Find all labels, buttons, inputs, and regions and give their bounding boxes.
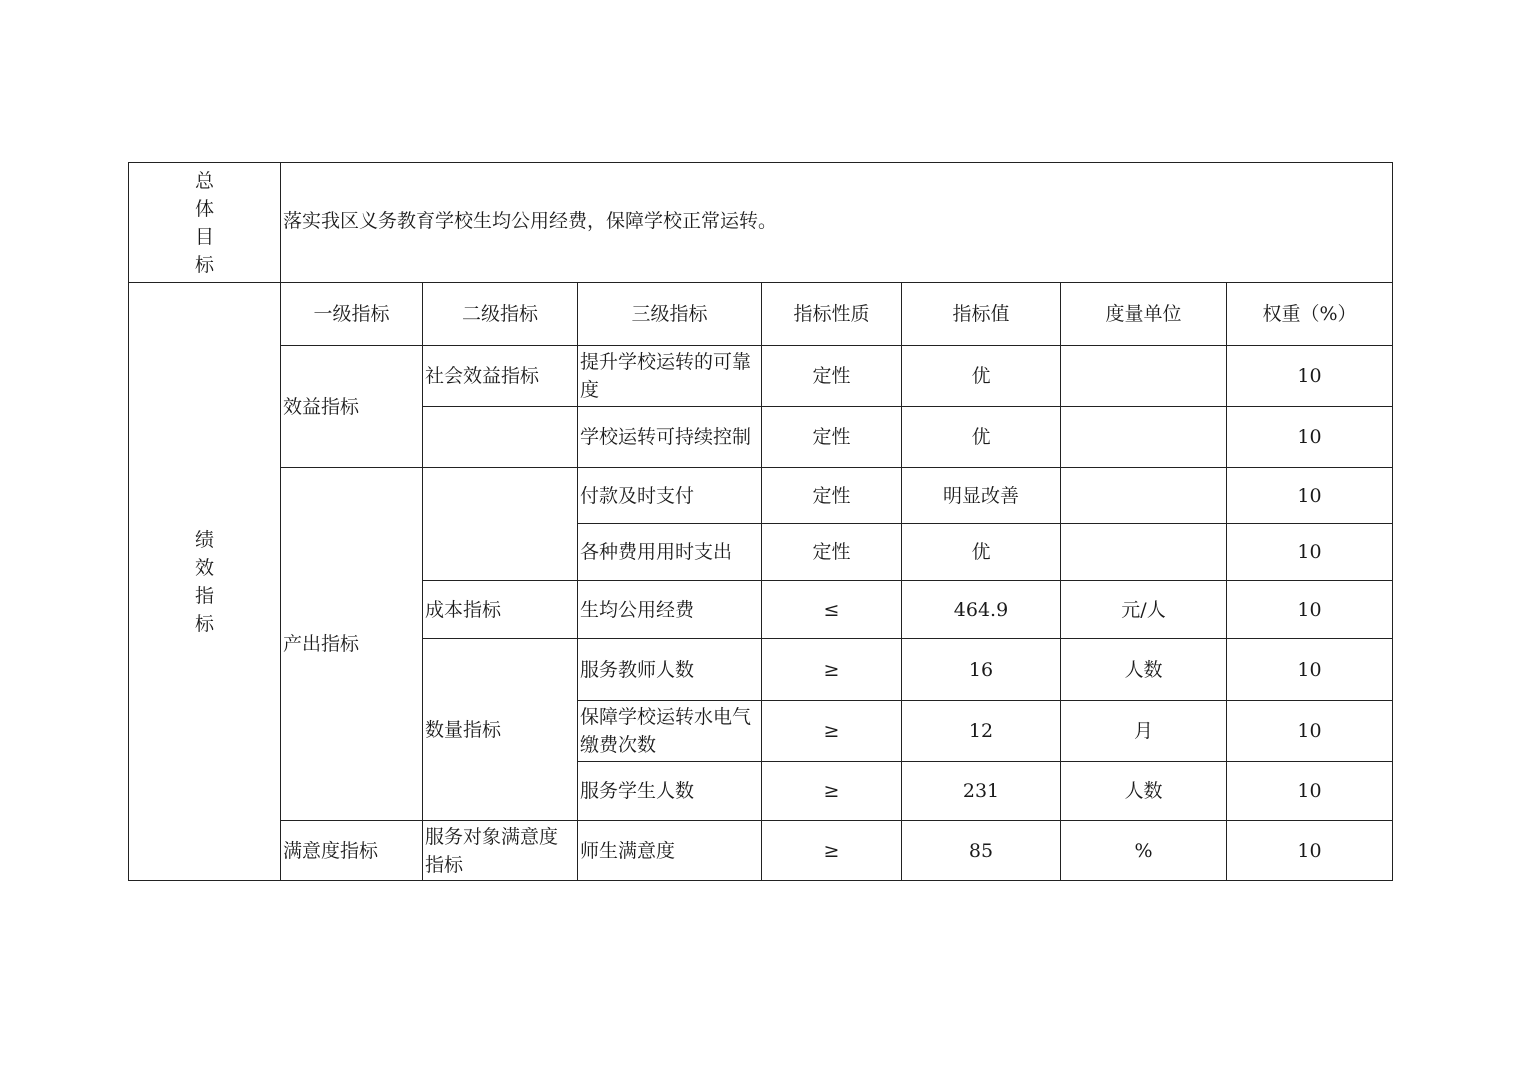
overall-goal-label-char: 目 [194, 225, 214, 248]
level3-cell: 保障学校运转水电气缴费次数 [578, 701, 762, 762]
nature-cell: ≥ [762, 762, 902, 821]
weight-cell: 10 [1227, 581, 1393, 639]
weight-cell: 10 [1227, 346, 1393, 407]
level3-cell: 师生满意度 [578, 821, 762, 881]
overall-goal-label-char: 总 [194, 169, 214, 192]
level1-satisfaction: 满意度指标 [281, 821, 423, 881]
header-level3: 三级指标 [578, 283, 762, 346]
table-row [129, 821, 1393, 881]
value-cell: 12 [902, 701, 1061, 762]
nature-cell: ≥ [762, 821, 902, 881]
level2-social-benefit: 社会效益指标 [423, 346, 578, 407]
value-cell: 85 [902, 821, 1061, 881]
overall-goal-label-char: 标 [194, 253, 214, 276]
header-nature: 指标性质 [762, 283, 902, 346]
table-row [129, 468, 1393, 524]
value-cell: 16 [902, 639, 1061, 701]
nature-cell: 定性 [762, 407, 902, 468]
level3-cell: 服务学生人数 [578, 762, 762, 821]
weight-cell: 10 [1227, 639, 1393, 701]
weight-cell: 10 [1227, 524, 1393, 581]
level3-cell: 学校运转可持续控制 [578, 407, 762, 468]
level2-empty [423, 407, 578, 468]
level3-cell: 服务教师人数 [578, 639, 762, 701]
level2-quantity: 数量指标 [423, 639, 578, 821]
header-unit: 度量单位 [1061, 283, 1227, 346]
unit-cell: % [1061, 821, 1227, 881]
overall-goal-row [129, 163, 1393, 283]
overall-goal-text: 落实我区义务教育学校生均公用经费，保障学校正常运转。 [281, 163, 1393, 283]
value-cell: 优 [902, 407, 1061, 468]
header-value: 指标值 [902, 283, 1061, 346]
unit-cell: 元/人 [1061, 581, 1227, 639]
level1-output: 产出指标 [281, 468, 423, 821]
performance-label-char: 效 [194, 556, 214, 579]
value-cell: 明显改善 [902, 468, 1061, 524]
level3-cell: 提升学校运转的可靠度 [578, 346, 762, 407]
header-level1: 一级指标 [281, 283, 423, 346]
performance-label-char: 绩 [194, 528, 214, 551]
level2-empty [423, 468, 578, 581]
level2-service-satisfaction: 服务对象满意度指标 [423, 821, 578, 881]
table-row [129, 346, 1393, 407]
overall-goal-label-char: 体 [194, 197, 214, 220]
weight-cell: 10 [1227, 468, 1393, 524]
value-cell: 优 [902, 346, 1061, 407]
level2-cost: 成本指标 [423, 581, 578, 639]
unit-cell: 月 [1061, 701, 1227, 762]
value-cell: 464.9 [902, 581, 1061, 639]
unit-cell [1061, 468, 1227, 524]
unit-cell [1061, 407, 1227, 468]
value-cell: 优 [902, 524, 1061, 581]
performance-label-char: 标 [194, 612, 214, 635]
level1-benefit: 效益指标 [281, 346, 423, 468]
overall-goal-label [129, 163, 281, 283]
level3-cell: 生均公用经费 [578, 581, 762, 639]
nature-cell: 定性 [762, 346, 902, 407]
header-level2: 二级指标 [423, 283, 578, 346]
header-weight: 权重（%） [1227, 283, 1393, 346]
unit-cell: 人数 [1061, 762, 1227, 821]
nature-cell: ≤ [762, 581, 902, 639]
unit-cell [1061, 346, 1227, 407]
nature-cell: ≥ [762, 701, 902, 762]
nature-cell: ≥ [762, 639, 902, 701]
performance-label-char: 指 [194, 584, 214, 607]
performance-goal-table [128, 162, 1393, 881]
value-cell: 231 [902, 762, 1061, 821]
nature-cell: 定性 [762, 524, 902, 581]
weight-cell: 10 [1227, 821, 1393, 881]
nature-cell: 定性 [762, 468, 902, 524]
unit-cell: 人数 [1061, 639, 1227, 701]
performance-label [129, 283, 281, 881]
weight-cell: 10 [1227, 762, 1393, 821]
weight-cell: 10 [1227, 407, 1393, 468]
weight-cell: 10 [1227, 701, 1393, 762]
header-row [129, 283, 1393, 346]
level3-cell: 付款及时支付 [578, 468, 762, 524]
level3-cell: 各种费用用时支出 [578, 524, 762, 581]
unit-cell [1061, 524, 1227, 581]
